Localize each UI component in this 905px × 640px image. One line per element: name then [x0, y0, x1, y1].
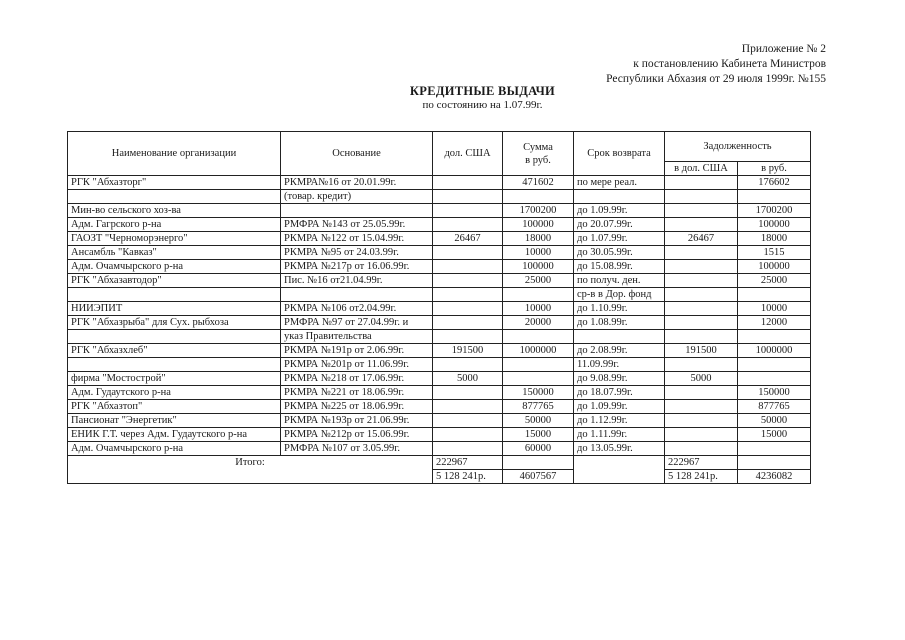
cell-debt-rub: 25000 [738, 274, 811, 288]
cell-debt-usd [665, 414, 738, 428]
cell-org: Адм. Гудаутского р-на [68, 386, 281, 400]
appendix-number: Приложение № 2 [741, 43, 826, 55]
column-header-rub-line2: в руб. [525, 154, 551, 166]
cell-term: до 1.07.99г. [574, 232, 665, 246]
cell-debt-usd [665, 246, 738, 260]
cell-debt-rub: 12000 [738, 316, 811, 330]
cell-rub [503, 358, 574, 372]
column-header-term: Срок возврата [574, 132, 665, 176]
cell-debt-rub [738, 190, 811, 204]
column-header-debt: Задолженность [665, 132, 811, 162]
cell-rub: 50000 [503, 414, 574, 428]
cell-term: до 30.05.99г. [574, 246, 665, 260]
cell-term: ср-в в Дор. фонд [574, 288, 665, 302]
cell-usd [433, 274, 503, 288]
cell-rub: 10000 [503, 246, 574, 260]
cell-basis: (товар. кредит) [281, 190, 433, 204]
table-row [68, 288, 811, 302]
cell-debt-usd [665, 330, 738, 344]
cell-rub: 18000 [503, 232, 574, 246]
cell-debt-usd: 5000 [665, 372, 738, 386]
cell-term: до 1.08.99г. [574, 316, 665, 330]
column-header-debt-usd: в дол. США [665, 162, 738, 176]
total-rub-empty [503, 456, 574, 470]
cell-org [68, 288, 281, 302]
cell-debt-usd [665, 400, 738, 414]
cell-org [68, 330, 281, 344]
cell-basis: РМФРА №97 от 27.04.99г. и [281, 316, 433, 330]
cell-term: по мере реал. [574, 176, 665, 190]
cell-basis: РКМРА №218 от 17.06.99г. [281, 372, 433, 386]
total-rub: 4607567 [503, 470, 574, 484]
cell-usd [433, 442, 503, 456]
column-header-org: Наименование организации [68, 132, 281, 176]
cell-debt-rub: 15000 [738, 428, 811, 442]
cell-basis: РКМРА №122 от 15.04.99г. [281, 232, 433, 246]
credits-table [67, 131, 811, 484]
cell-term: до 9.08.99г. [574, 372, 665, 386]
cell-usd [433, 386, 503, 400]
cell-debt-rub: 100000 [738, 218, 811, 232]
cell-rub: 100000 [503, 218, 574, 232]
cell-debt-usd: 191500 [665, 344, 738, 358]
cell-basis: РКМРА №212р от 15.06.99г. [281, 428, 433, 442]
cell-org: Пансионат "Энергетик" [68, 414, 281, 428]
cell-term: до 18.07.99г. [574, 386, 665, 400]
cell-org: РГК "Абхазтоп" [68, 400, 281, 414]
cell-usd [433, 176, 503, 190]
cell-debt-usd [665, 288, 738, 302]
cell-debt-rub: 18000 [738, 232, 811, 246]
cell-debt-usd [665, 260, 738, 274]
cell-usd [433, 414, 503, 428]
cell-basis: РКМРА №225 от 18.06.99г. [281, 400, 433, 414]
cell-term: до 2.08.99г. [574, 344, 665, 358]
cell-rub: 877765 [503, 400, 574, 414]
cell-basis: Пис. №16 от21.04.99г. [281, 274, 433, 288]
table-row [68, 344, 811, 358]
cell-basis: РКМРА №193р от 21.06.99г. [281, 414, 433, 428]
cell-org: РГК "Абхазхлеб" [68, 344, 281, 358]
cell-basis: РКМРА №106 от2.04.99г. [281, 302, 433, 316]
cell-basis: РКМРА №191р от 2.06.99г. [281, 344, 433, 358]
table-row [68, 260, 811, 274]
cell-debt-usd [665, 428, 738, 442]
cell-usd: 5000 [433, 372, 503, 386]
cell-debt-rub: 50000 [738, 414, 811, 428]
cell-org: Мин-во сельского хоз-ва [68, 204, 281, 218]
table-row [68, 428, 811, 442]
cell-term: до 15.08.99г. [574, 260, 665, 274]
cell-rub [503, 288, 574, 302]
cell-org [68, 190, 281, 204]
cell-usd [433, 316, 503, 330]
cell-rub: 100000 [503, 260, 574, 274]
cell-usd [433, 358, 503, 372]
cell-debt-rub [738, 442, 811, 456]
cell-rub: 60000 [503, 442, 574, 456]
cell-debt-usd [665, 316, 738, 330]
cell-debt-usd [665, 190, 738, 204]
cell-usd [433, 246, 503, 260]
cell-rub: 20000 [503, 316, 574, 330]
column-header-basis: Основание [281, 132, 433, 176]
document-title: КРЕДИТНЫЕ ВЫДАЧИ [409, 84, 556, 98]
cell-term: по получ. ден. [574, 274, 665, 288]
cell-org: ГАОЗТ "Черноморэнерго" [68, 232, 281, 246]
cell-basis: РМФРА №143 от 25.05.99г. [281, 218, 433, 232]
cell-org: фирма "Мостострой" [68, 372, 281, 386]
cell-usd [433, 288, 503, 302]
cell-debt-rub: 1700200 [738, 204, 811, 218]
total-debt-rub: 4236082 [738, 470, 811, 484]
cell-debt-rub [738, 288, 811, 302]
cell-org: Адм. Очамчырского р-на [68, 260, 281, 274]
cell-basis: РКМРА №221 от 18.06.99г. [281, 386, 433, 400]
cell-debt-usd [665, 204, 738, 218]
table-row [68, 190, 811, 204]
total-term-empty [574, 456, 665, 484]
cell-debt-usd [665, 218, 738, 232]
cell-debt-usd [665, 176, 738, 190]
table-row [68, 414, 811, 428]
cell-usd [433, 330, 503, 344]
appendix-header [606, 42, 826, 87]
table-row [68, 176, 811, 190]
cell-term: до 1.10.99г. [574, 302, 665, 316]
cell-usd: 26467 [433, 232, 503, 246]
cell-rub: 1000000 [503, 344, 574, 358]
total-row [68, 456, 811, 470]
table-row [68, 400, 811, 414]
cell-usd [433, 428, 503, 442]
cell-basis: РМФРА №107 от 3.05.99г. [281, 442, 433, 456]
cell-rub: 15000 [503, 428, 574, 442]
cell-org: Адм. Очамчырского р-на [68, 442, 281, 456]
cell-debt-usd [665, 386, 738, 400]
cell-term: 11.09.99г. [574, 358, 665, 372]
cell-term: до 13.05.99г. [574, 442, 665, 456]
cell-term [574, 330, 665, 344]
table-row [68, 442, 811, 456]
appendix-resolution: к постановлению Кабинета Министров [633, 58, 826, 70]
total-label: Итого: [68, 456, 433, 484]
cell-debt-rub [738, 372, 811, 386]
cell-basis: указ Правительства [281, 330, 433, 344]
table-body [68, 176, 811, 456]
cell-basis [281, 204, 433, 218]
total-debt-usd-in-rub: 5 128 241р. [665, 470, 738, 484]
column-header-rub-line1: Сумма [523, 141, 553, 153]
cell-org: НИИЭПИТ [68, 302, 281, 316]
cell-rub: 1700200 [503, 204, 574, 218]
cell-rub [503, 372, 574, 386]
total-debt-usd: 222967 [665, 456, 738, 470]
cell-basis: РКМРА№16 от 20.01.99г. [281, 176, 433, 190]
table-row [68, 358, 811, 372]
cell-term: до 1.09.99г. [574, 204, 665, 218]
total-usd: 222967 [433, 456, 503, 470]
cell-usd [433, 302, 503, 316]
cell-rub: 25000 [503, 274, 574, 288]
appendix-republic-date: Республики Абхазия от 29 июля 1999г. №155 [606, 73, 826, 85]
table-row [68, 372, 811, 386]
cell-term: до 1.11.99г. [574, 428, 665, 442]
cell-debt-rub: 877765 [738, 400, 811, 414]
table-row [68, 302, 811, 316]
cell-usd [433, 204, 503, 218]
cell-org: ЕНИК Г.Т. через Адм. Гудаутского р-на [68, 428, 281, 442]
cell-usd [433, 218, 503, 232]
cell-usd: 191500 [433, 344, 503, 358]
cell-org [68, 358, 281, 372]
cell-basis [281, 288, 433, 302]
cell-usd [433, 400, 503, 414]
cell-org: РГК "Абхазавтодор" [68, 274, 281, 288]
table-row [68, 386, 811, 400]
cell-debt-rub: 176602 [738, 176, 811, 190]
cell-basis: РКМРА №95 от 24.03.99г. [281, 246, 433, 260]
table-row [68, 316, 811, 330]
cell-term: до 1.09.99г. [574, 400, 665, 414]
cell-rub: 150000 [503, 386, 574, 400]
table-row [68, 232, 811, 246]
cell-debt-usd [665, 442, 738, 456]
cell-debt-rub [738, 358, 811, 372]
cell-debt-rub: 150000 [738, 386, 811, 400]
cell-term [574, 190, 665, 204]
cell-debt-rub [738, 330, 811, 344]
document-subtitle: по состоянию на 1.07.99г. [422, 99, 543, 111]
table-row [68, 218, 811, 232]
table-total [68, 456, 811, 484]
cell-org: РГК "Абхазрыба" для Сух. рыбхоза [68, 316, 281, 330]
cell-debt-rub: 1515 [738, 246, 811, 260]
cell-usd [433, 190, 503, 204]
total-debt-rub-empty [738, 456, 811, 470]
cell-term: до 1.12.99г. [574, 414, 665, 428]
cell-debt-rub: 1000000 [738, 344, 811, 358]
table-row [68, 204, 811, 218]
cell-basis: РКМРА №217р от 16.06.99г. [281, 260, 433, 274]
cell-basis: РКМРА №201р от 11.06.99г. [281, 358, 433, 372]
cell-org: РГК "Абхазторг" [68, 176, 281, 190]
cell-debt-usd [665, 302, 738, 316]
cell-rub [503, 190, 574, 204]
table-row [68, 246, 811, 260]
table-row [68, 274, 811, 288]
column-header-usd: дол. США [433, 132, 503, 176]
cell-term: до 20.07.99г. [574, 218, 665, 232]
cell-rub: 471602 [503, 176, 574, 190]
cell-rub: 10000 [503, 302, 574, 316]
cell-debt-rub: 100000 [738, 260, 811, 274]
cell-debt-rub: 10000 [738, 302, 811, 316]
cell-rub [503, 330, 574, 344]
cell-debt-usd: 26467 [665, 232, 738, 246]
column-header-rub [503, 132, 574, 176]
cell-debt-usd [665, 274, 738, 288]
cell-debt-usd [665, 358, 738, 372]
table-row [68, 330, 811, 344]
column-header-debt-rub: в руб. [738, 162, 811, 176]
cell-usd [433, 260, 503, 274]
cell-org: Ансамбль "Кавказ" [68, 246, 281, 260]
cell-org: Адм. Гагрского р-на [68, 218, 281, 232]
total-usd-in-rub: 5 128 241р. [433, 470, 503, 484]
